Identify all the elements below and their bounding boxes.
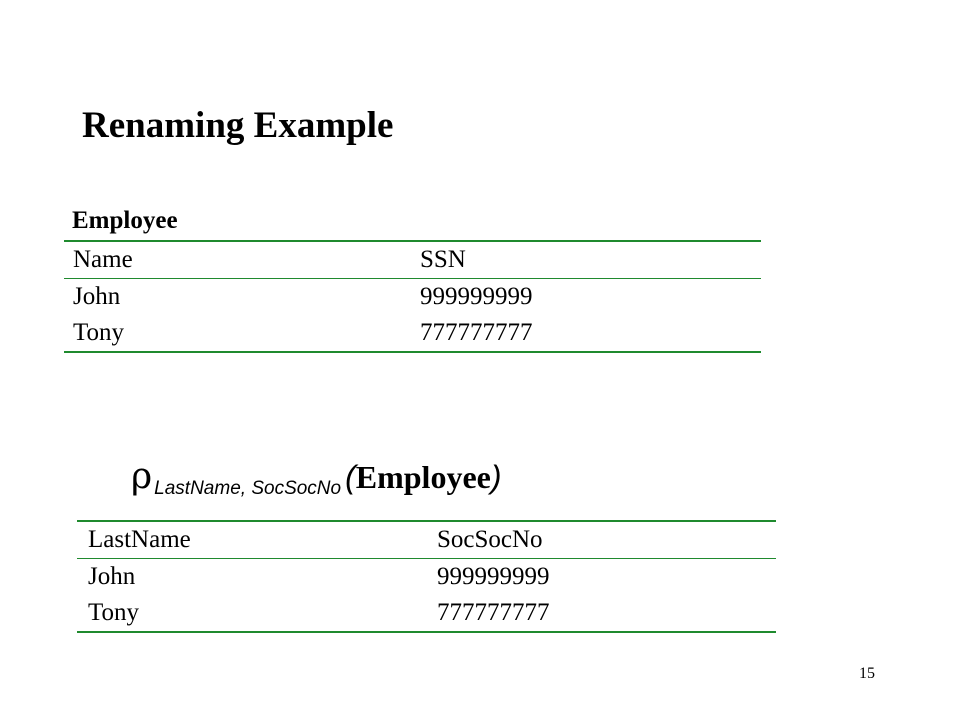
column-header-socsocno: SocSocNo [437, 526, 543, 553]
table-bottom-rule [64, 351, 761, 353]
table-cell: Tony [88, 599, 140, 626]
table-cell: John [88, 563, 136, 590]
rename-subscript: LastName, SocSocNo [154, 478, 342, 499]
table-header-row [64, 242, 761, 278]
page-number: 15 [859, 665, 875, 682]
rho-symbol: ρ [131, 456, 153, 497]
table-row [77, 559, 776, 595]
table-header-row [77, 522, 776, 558]
column-header-lastname: LastName [88, 526, 191, 553]
close-paren: ) [490, 459, 502, 495]
open-paren: ( [345, 459, 356, 495]
table-cell: John [73, 283, 121, 310]
rename-argument: Employee [355, 459, 491, 495]
table-cell: 777777777 [437, 599, 550, 626]
table-caption: Employee [72, 207, 178, 234]
table-row [77, 595, 776, 631]
table-cell: 999999999 [437, 563, 550, 590]
rename-expression [131, 456, 502, 506]
column-header-name: Name [73, 246, 133, 273]
employee-table [64, 202, 761, 353]
column-header-ssn: SSN [420, 246, 466, 273]
table-cell: 777777777 [420, 319, 533, 346]
slide-title: Renaming Example [82, 105, 394, 146]
table-cell: Tony [73, 319, 125, 346]
table-cell: 999999999 [420, 283, 533, 310]
table-row [64, 315, 761, 351]
table-bottom-rule [77, 631, 776, 633]
table-row [64, 279, 761, 315]
result-table [77, 520, 776, 633]
